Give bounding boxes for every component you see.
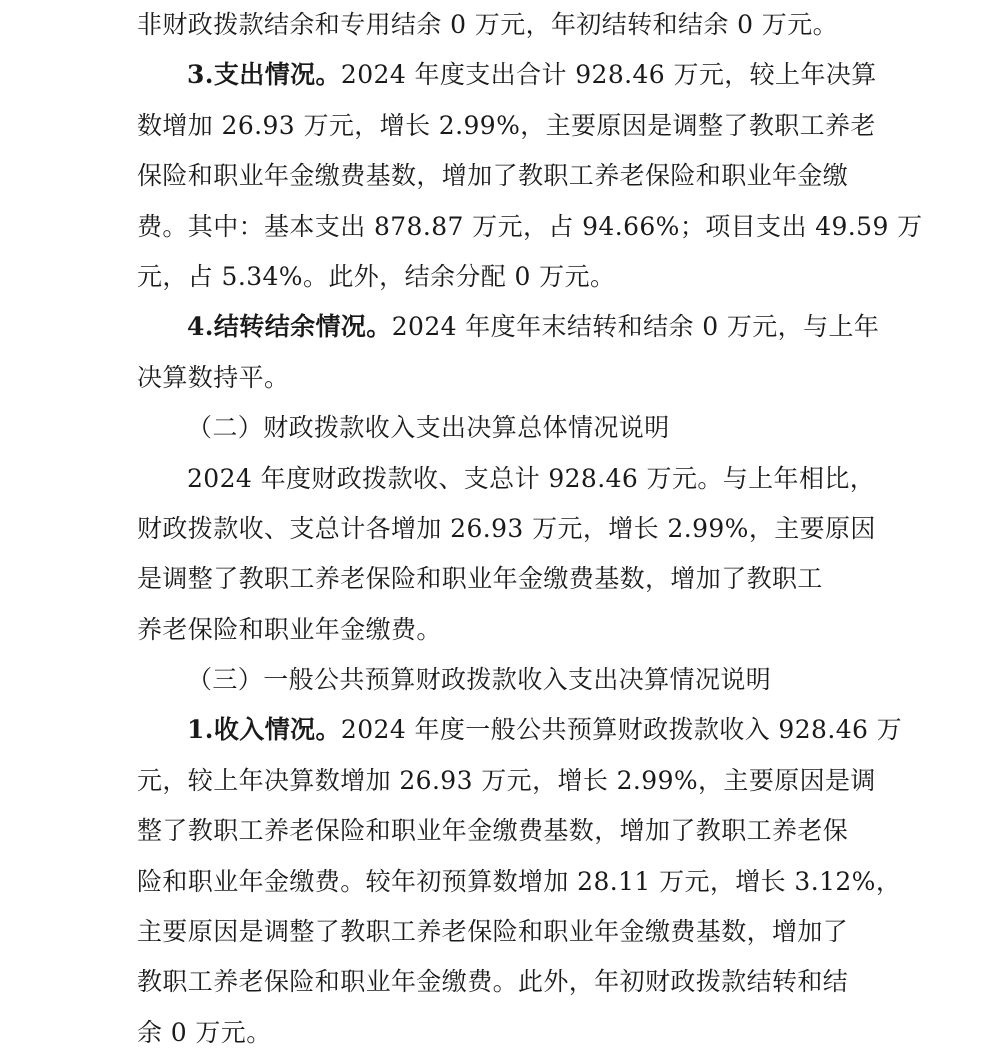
line-text: 费。其中：基本支出 878.87 万元，占 94.66%；项目支出 49.59 万 <box>137 211 923 241</box>
line-text: 险和职业年金缴费。较年初预算数增加 28.11 万元，增长 3.12%， <box>137 866 902 896</box>
text-line <box>137 756 877 806</box>
section-4-title: 4.结转结余情况。 <box>187 312 392 342</box>
line-text: 保险和职业年金缴费基数，增加了教职工养老保险和职业年金缴 <box>137 161 849 191</box>
text-line <box>137 0 877 50</box>
line-text: 主要原因是调整了教职工养老保险和职业年金缴费基数，增加了 <box>137 917 849 947</box>
subsection-3-heading <box>137 655 877 705</box>
line-text: 养老保险和职业年金缴费。 <box>137 614 442 644</box>
income-heading-line <box>137 705 903 755</box>
subsection-2-title: （二）财政拨款收入支出决算总体情况说明 <box>187 413 670 443</box>
text-line <box>137 151 877 201</box>
line-text: 元，占 5.34%。此外，结余分配 0 万元。 <box>137 261 616 291</box>
income-title: 1.收入情况。 <box>187 715 341 745</box>
section-4-heading-line <box>137 302 880 352</box>
line-text: 整了教职工养老保险和职业年金缴费基数，增加了教职工养老保 <box>137 816 849 846</box>
text-line <box>137 857 902 907</box>
section-3-heading-line <box>137 50 877 100</box>
document-page <box>137 0 923 1058</box>
text-line <box>137 957 877 1007</box>
text-line <box>137 554 877 604</box>
text-line <box>137 806 877 856</box>
line-text: 财政拨款收、支总计各增加 26.93 万元，增长 2.99%，主要原因 <box>137 513 876 543</box>
line-text: 2024 年度财政拨款收、支总计 928.46 万元。与上年相比， <box>187 463 876 493</box>
line-text: 决算数持平。 <box>137 362 290 392</box>
line-text: 教职工养老保险和职业年金缴费。此外，年初财政拨款结转和结 <box>137 967 849 997</box>
text-line <box>137 454 877 504</box>
text-line <box>137 504 877 554</box>
section-3-title: 3.支出情况。 <box>187 60 341 90</box>
line-text: 非财政拨款结余和专用结余 0 万元，年初结转和结余 0 万元。 <box>137 10 839 39</box>
text-line <box>137 1008 877 1058</box>
line-text: 余 0 万元。 <box>137 1017 272 1047</box>
subsection-2-heading <box>137 403 877 453</box>
line-text: 2024 年度支出合计 928.46 万元，较上年决算 <box>340 60 877 90</box>
line-text: 是调整了教职工养老保险和职业年金缴费基数，增加了教职工 <box>137 564 823 594</box>
text-line <box>137 353 877 403</box>
text-line <box>137 101 877 151</box>
text-line <box>137 907 877 957</box>
text-line <box>137 252 877 302</box>
line-text: 2024 年度年末结转和结余 0 万元，与上年 <box>391 312 880 342</box>
text-line <box>137 202 923 252</box>
text-line <box>137 605 877 655</box>
subsection-3-title: （三）一般公共预算财政拨款收入支出决算情况说明 <box>187 665 772 695</box>
line-text: 元，较上年决算数增加 26.93 万元，增长 2.99%，主要原因是调 <box>137 765 876 795</box>
line-text: 数增加 26.93 万元，增长 2.99%，主要原因是调整了教职工养老 <box>137 110 876 140</box>
line-text: 2024 年度一般公共预算财政拨款收入 928.46 万 <box>340 715 903 745</box>
